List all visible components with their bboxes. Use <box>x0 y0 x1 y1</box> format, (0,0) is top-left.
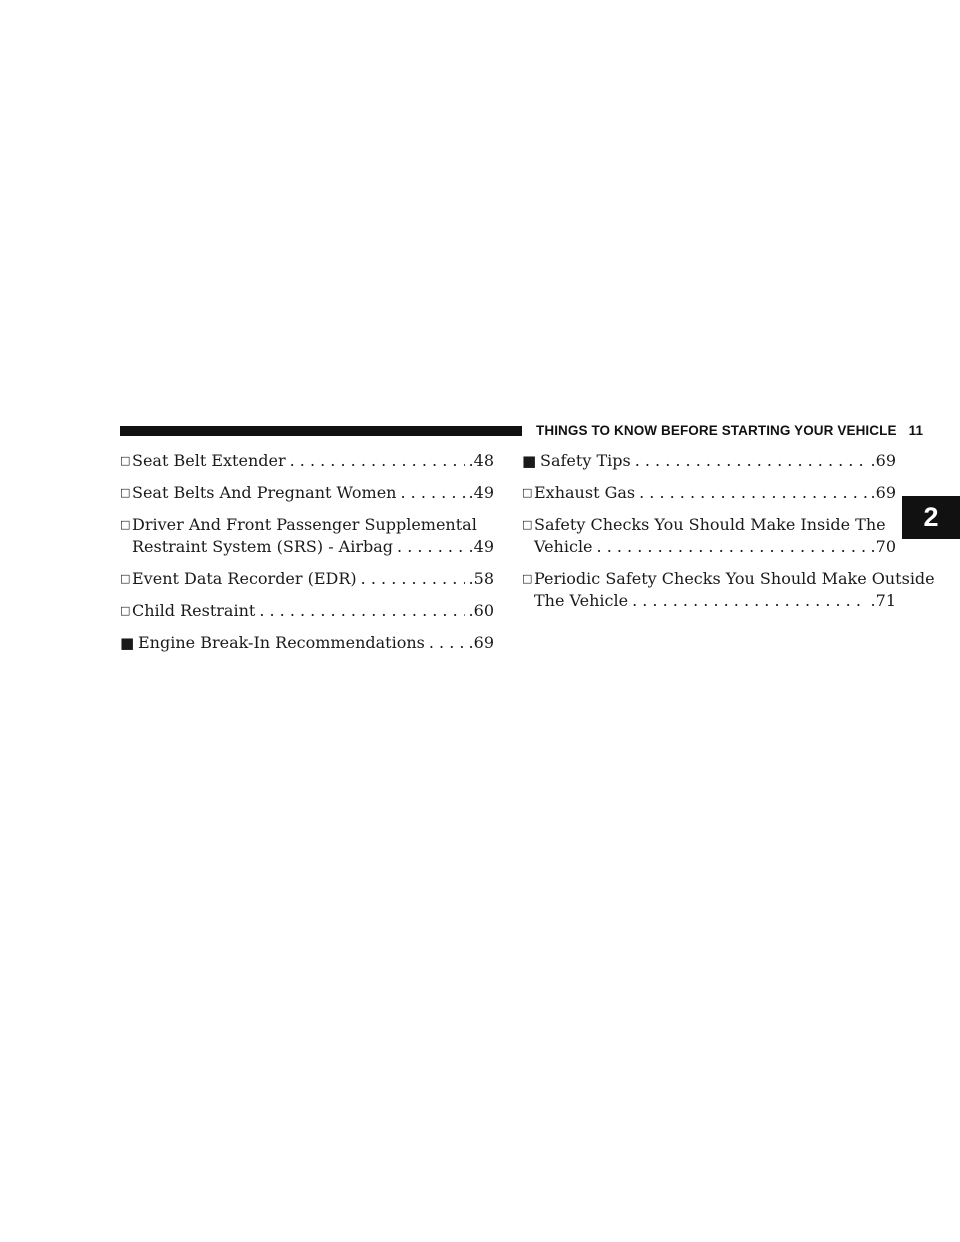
chapter-tab[interactable]: 2 <box>902 496 960 539</box>
header-title: THINGS TO KNOW BEFORE STARTING YOUR VEHICLE <box>536 423 897 438</box>
toc-entry-text: Child Restraint <box>132 601 256 620</box>
hollow-square-bullet-icon: □ <box>120 486 131 499</box>
toc-section-entry[interactable] <box>522 450 896 472</box>
toc-subsection-entry[interactable] <box>120 568 494 590</box>
toc-entry-text: Event Data Recorder (EDR) <box>132 569 357 588</box>
dot-leader <box>259 600 464 622</box>
hollow-square-bullet-icon: □ <box>522 486 533 499</box>
header-rule <box>120 426 522 436</box>
dot-leader <box>429 632 465 654</box>
toc-page-number: .49 <box>468 483 494 502</box>
toc-entry-text: The Vehicle <box>534 591 629 610</box>
toc-page-number: .71 <box>870 591 896 610</box>
toc-entry-text: Seat Belt Extender <box>132 451 286 470</box>
dot-leader <box>290 450 465 472</box>
dot-leader <box>361 568 465 590</box>
toc-entry-text: Engine Break-In Recommendations <box>138 633 425 652</box>
toc-section-entry[interactable] <box>120 632 494 654</box>
dot-leader <box>639 482 866 504</box>
toc-entry-text: Driver And Front Passenger Supplemental <box>132 515 477 534</box>
hollow-square-bullet-icon: □ <box>120 572 131 585</box>
toc-subsection-entry[interactable] <box>120 482 494 504</box>
page-number: 11 <box>908 423 924 438</box>
toc-subsection-entry[interactable] <box>522 482 896 504</box>
running-header <box>536 423 923 438</box>
toc-entry-text: Vehicle <box>534 537 593 556</box>
toc-subsection-entry[interactable] <box>120 514 494 558</box>
toc-page-number: .49 <box>468 537 494 556</box>
toc-subsection-entry[interactable] <box>522 514 896 558</box>
toc-page-number: .60 <box>468 601 494 620</box>
toc-entry-text: Safety Tips <box>540 451 631 470</box>
hollow-square-bullet-icon: □ <box>120 604 131 617</box>
toc-page-number: .69 <box>468 633 494 652</box>
hollow-square-bullet-icon: □ <box>522 572 533 585</box>
toc-page-number: .70 <box>870 537 896 556</box>
filled-square-bullet-icon: ■ <box>120 634 135 652</box>
toc-page-number: .69 <box>870 451 896 470</box>
toc-entry-text: Restraint System (SRS) - Airbag <box>132 537 394 556</box>
hollow-square-bullet-icon: □ <box>522 518 533 531</box>
toc-entry-text: Periodic Safety Checks You Should Make Outside <box>534 569 935 588</box>
toc-column-right <box>522 450 935 622</box>
hollow-square-bullet-icon: □ <box>120 518 131 531</box>
toc-subsection-entry[interactable] <box>120 450 494 472</box>
filled-square-bullet-icon: ■ <box>522 452 537 470</box>
toc-page-number: .48 <box>468 451 494 470</box>
toc-entry-text: Seat Belts And Pregnant Women <box>132 483 397 502</box>
dot-leader <box>397 536 465 558</box>
dot-leader <box>635 450 867 472</box>
toc-entry-text: Safety Checks You Should Make Inside The <box>534 515 886 534</box>
toc-subsection-entry[interactable] <box>522 568 935 612</box>
toc-page-number: .69 <box>870 483 896 502</box>
dot-leader <box>632 590 866 612</box>
toc-page-number: .58 <box>468 569 494 588</box>
dot-leader <box>597 536 867 558</box>
toc-column-left <box>120 450 494 664</box>
toc-entry-text: Exhaust Gas <box>534 483 636 502</box>
hollow-square-bullet-icon: □ <box>120 454 131 467</box>
dot-leader <box>400 482 464 504</box>
toc-subsection-entry[interactable] <box>120 600 494 622</box>
